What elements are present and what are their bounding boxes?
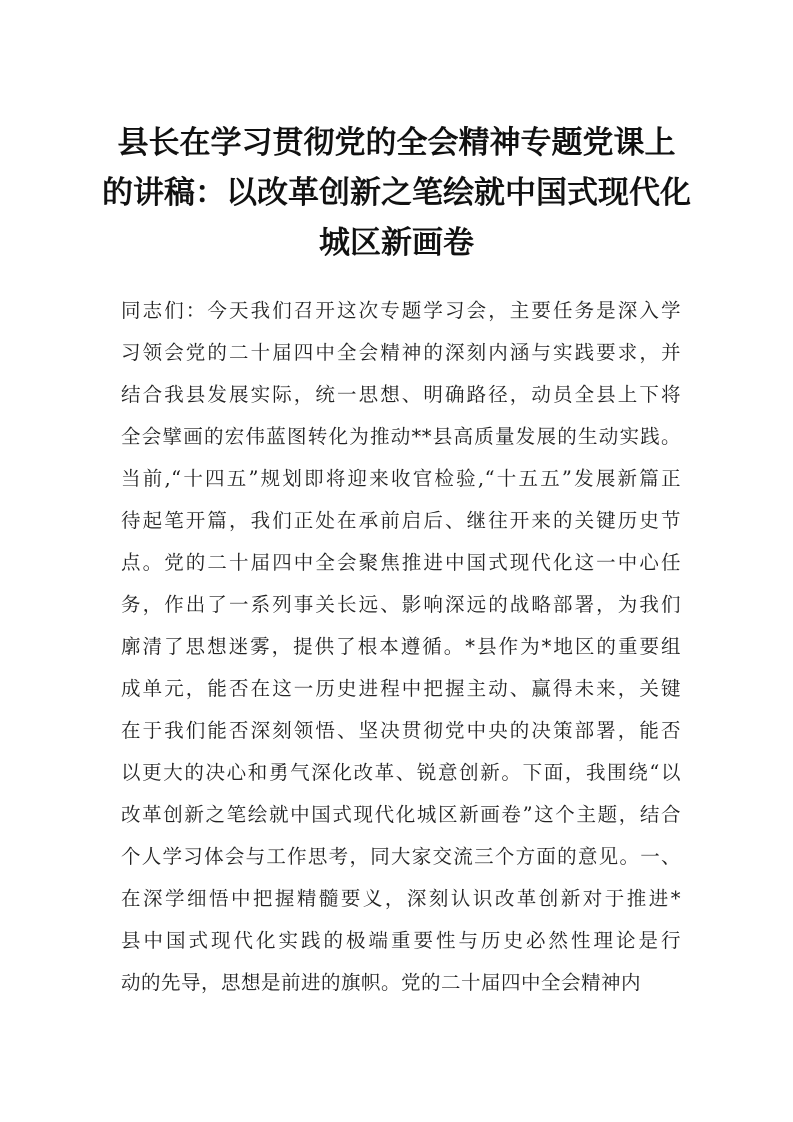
- title-line: 县长在学习贯彻党的全会精神专题党课上: [117, 125, 676, 161]
- body-line: 待起笔开篇，我们正处在承前启后、继往开来的关键历史节: [121, 509, 681, 532]
- body-line: 个人学习体会与工作思考，同大家交流三个方面的意见。一、: [121, 845, 681, 868]
- body-line: 县中国式现代化实践的极端重要性与历史必然性理论是行: [121, 929, 681, 952]
- title-line: 的讲稿：以改革创新之笔绘就中国式现代化: [102, 175, 691, 211]
- body-line: 动的先导，思想是前进的旗帜。党的二十届四中全会精神内: [121, 971, 642, 994]
- body-line: 同志们：今天我们召开这次专题学习会，主要任务是深入学: [121, 299, 681, 322]
- body-line: 全会擘画的宏伟蓝图转化为推动**县高质量发展的生动实践。: [121, 425, 681, 448]
- document-body: [121, 290, 681, 1004]
- body-line: 在于我们能否深刻领悟、坚决贯彻党中央的决策部署，能否: [121, 719, 681, 742]
- body-line: 点。党的二十届四中全会聚焦推进中国式现代化这一中心任: [121, 551, 681, 574]
- document-title: [100, 118, 693, 268]
- body-line: 习领会党的二十届四中全会精神的深刻内涵与实践要求，并: [121, 341, 681, 364]
- body-line: 务，作出了一系列事关长远、影响深远的战略部署，为我们: [121, 593, 681, 616]
- body-line: 结合我县发展实际，统一思想、明确路径，动员全县上下将: [121, 383, 681, 406]
- body-line: 改革创新之笔绘就中国式现代化城区新画卷”这个主题，结合: [121, 803, 681, 826]
- body-line: 当前,“十四五”规划即将迎来收官检验,“十五五”发展新篇正: [121, 467, 681, 490]
- body-line: 在深学细悟中把握精髓要义，深刻认识改革创新对于推进*: [121, 887, 681, 910]
- title-line: 城区新画卷: [319, 225, 474, 261]
- body-line: 廓清了思想迷雾，提供了根本遵循。*县作为*地区的重要组: [121, 635, 681, 658]
- body-line: 以更大的决心和勇气深化改革、锐意创新。下面，我围绕“以: [121, 761, 681, 784]
- body-line: 成单元，能否在这一历史进程中把握主动、赢得未来，关键: [121, 677, 681, 700]
